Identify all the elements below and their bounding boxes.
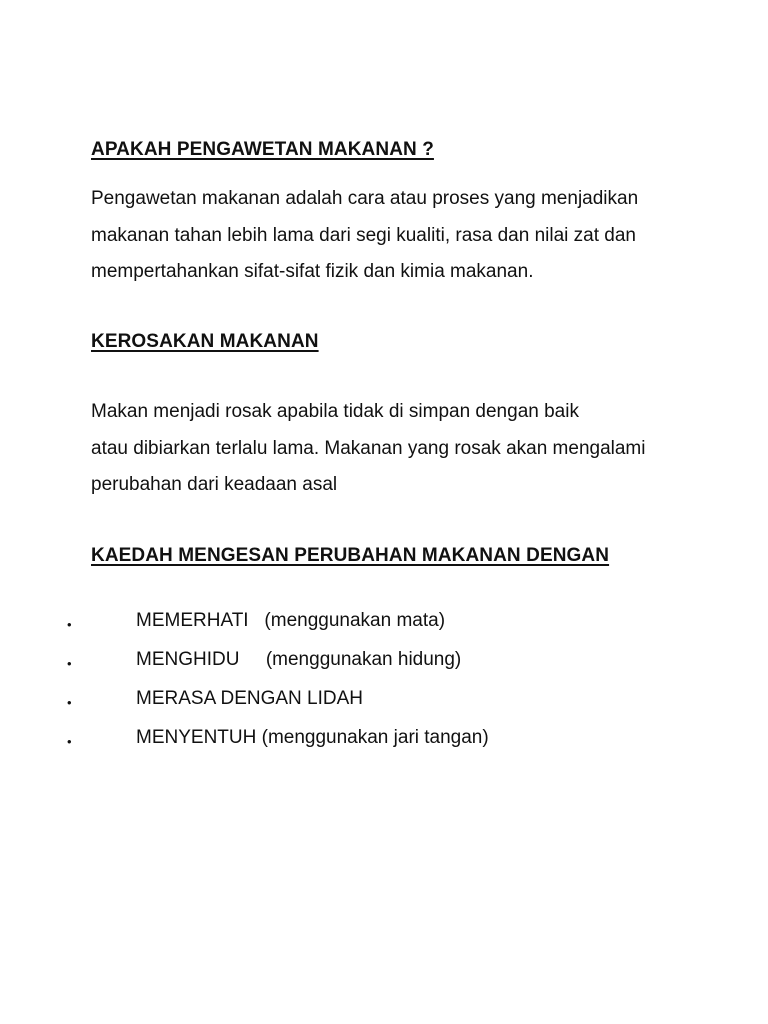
- bullet-icon: •: [67, 734, 72, 749]
- paragraph-line: Makan menjadi rosak apabila tidak di simpan dengan baik: [91, 401, 579, 422]
- paragraph-preservation: [91, 181, 638, 291]
- paragraph-line: perubahan dari keadaan asal: [91, 474, 338, 495]
- paragraph-line: makanan tahan lebih lama dari segi kualiti, rasa dan nilai zat dan: [91, 224, 636, 246]
- list-item-text: MENYENTUH (menggunakan jari tangan): [136, 727, 489, 748]
- bullet-icon: •: [67, 695, 72, 710]
- bullet-icon: •: [67, 656, 72, 671]
- list-item: [0, 688, 768, 727]
- paragraph-spoilage: [91, 394, 645, 504]
- section-heading-preservation: APAKAH PENGAWETAN MAKANAN ?: [91, 139, 434, 160]
- list-item-text: MEMERHATI (menggunakan mata): [136, 610, 446, 631]
- list-item-text: MENGHIDU (menggunakan hidung): [136, 649, 462, 670]
- bullet-icon: •: [67, 617, 72, 632]
- section-heading-spoilage: KEROSAKAN MAKANAN: [91, 331, 319, 352]
- section-heading-detection-methods: KAEDAH MENGESAN PERUBAHAN MAKANAN DENGAN: [91, 545, 610, 566]
- list-item: [0, 727, 768, 766]
- paragraph-line: atau dibiarkan terlalu lama. Makanan yang rosak akan mengalami: [91, 437, 646, 459]
- detection-methods-list: [0, 610, 768, 766]
- list-item: [0, 610, 768, 649]
- paragraph-line: mempertahankan sifat-sifat fizik dan kimia makanan.: [91, 261, 534, 282]
- list-item-text: MERASA DENGAN LIDAH: [136, 688, 363, 709]
- paragraph-line: Pengawetan makanan adalah cara atau proses yang menjadikan: [91, 188, 639, 209]
- list-item: [0, 649, 768, 688]
